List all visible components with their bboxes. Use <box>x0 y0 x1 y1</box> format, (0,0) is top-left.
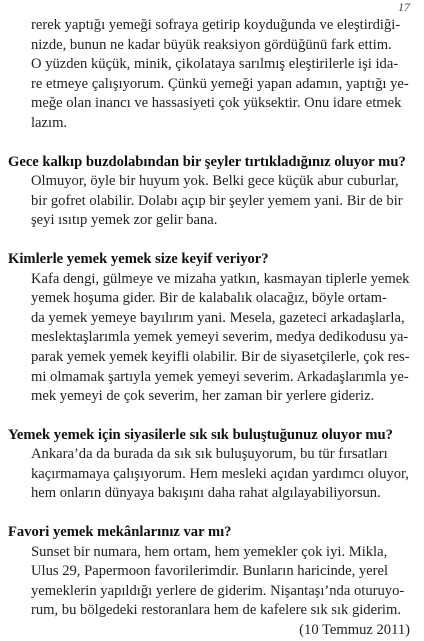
text-line: meğe olan inancı ve hassasiyeti çok yüksektir. Onu idare etmek <box>31 95 402 112</box>
qa-section <box>0 523 424 621</box>
qa-section <box>0 153 424 231</box>
qa-section <box>0 250 424 407</box>
question-heading: Gece kalkıp buzdolabından bir şeyler tırtıkladığınız oluyor mu? <box>8 153 406 170</box>
text-line: nizde, bunun ne kadar büyük reaksiyon gördüğünü fark ettim. <box>31 36 392 53</box>
question-heading: Favori yemek mekânlarınız var mı? <box>8 524 232 541</box>
answer-line: yemek hoşuma gider. Bir de kalabalık olacağız, böyle ortam- <box>31 290 387 307</box>
intro-paragraph <box>0 16 424 134</box>
answer-line: mi olmamak şartıyla yemek yemeyi severim. Arkadaşlarımla ye- <box>31 368 409 385</box>
answer-line: rum, bu bölgedeki restoranlara hem de kafelere sık sık giderim. <box>31 602 401 619</box>
text-line: O yüzden küçük, minik, çikolataya sarılmış eleştirilerle işi ida- <box>31 56 399 73</box>
question-heading: Yemek yemek için siyasilerle sık sık buluştuğunuz oluyor mu? <box>8 426 393 443</box>
qa-section <box>0 426 424 504</box>
answer-line: yemeklerin yapıldığı yerlere de giderim. Nişantaşı’nda oturuyo- <box>31 582 405 599</box>
page-body <box>0 16 424 641</box>
text-line: re etmeye çalışıyorum. Çünkü yemeği yapan adamın, yaptığı ye- <box>31 75 409 92</box>
answer-line: Olmuyor, öyle bir huyum yok. Belki gece küçük abur cuburlar, <box>31 173 399 190</box>
text-line: rerek yaptığı yemeği sofraya getirip koyduğunda ve eleştirdiği- <box>31 17 401 33</box>
answer-line: meslektaşlarımla yemek yemeyi severim, medya dedikodusu ya- <box>31 329 409 346</box>
answer-line: da yemek yemeye bayılırım yani. Mesela, gazeteci arkadaşlarla, <box>31 309 405 326</box>
text-line: lazım. <box>31 114 68 131</box>
answer-line: Kafa dengi, gülmeye ve mizaha yatkın, kasmayan tiplerle yemek <box>31 270 410 287</box>
answer-line: Sunset bir numara, hem ortam, hem yemekler çok iyi. Mikla, <box>31 543 388 560</box>
answer-line: kaçırmamaya çalışıyorum. Hem mesleki açıdan yardımcı oluyor, <box>31 465 409 482</box>
interview-date: (10 Temmuz 2011) <box>299 622 410 639</box>
answer-line: hem onların dünyaya bakışını daha rahat algılayabiliyorsun. <box>31 485 381 502</box>
page-number: 17 <box>398 0 410 14</box>
answer-line: Ulus 29, Papermoon favorilerimdir. Bunların haricinde, yerel <box>31 563 389 580</box>
question-heading: Kimlerle yemek yemek size keyif veriyor? <box>8 250 269 267</box>
answer-line: mek yemeyi de çok severim, her zaman bir yerlere gideriz. <box>31 388 375 405</box>
answer-line: şeyi ısıtıp yemek zor gelir bana. <box>31 212 218 229</box>
answer-line: parak yemek yemek keyifli olabilir. Bir de siyasetçilerle, çok res- <box>31 348 410 365</box>
answer-line: bir gofret olabilir. Dolabı açıp bir şeyler yemem yani. Bir de bir <box>31 192 403 209</box>
answer-line: Ankara’da da burada da sık sık buluşuyorum, bu tür fırsatları <box>31 446 388 463</box>
